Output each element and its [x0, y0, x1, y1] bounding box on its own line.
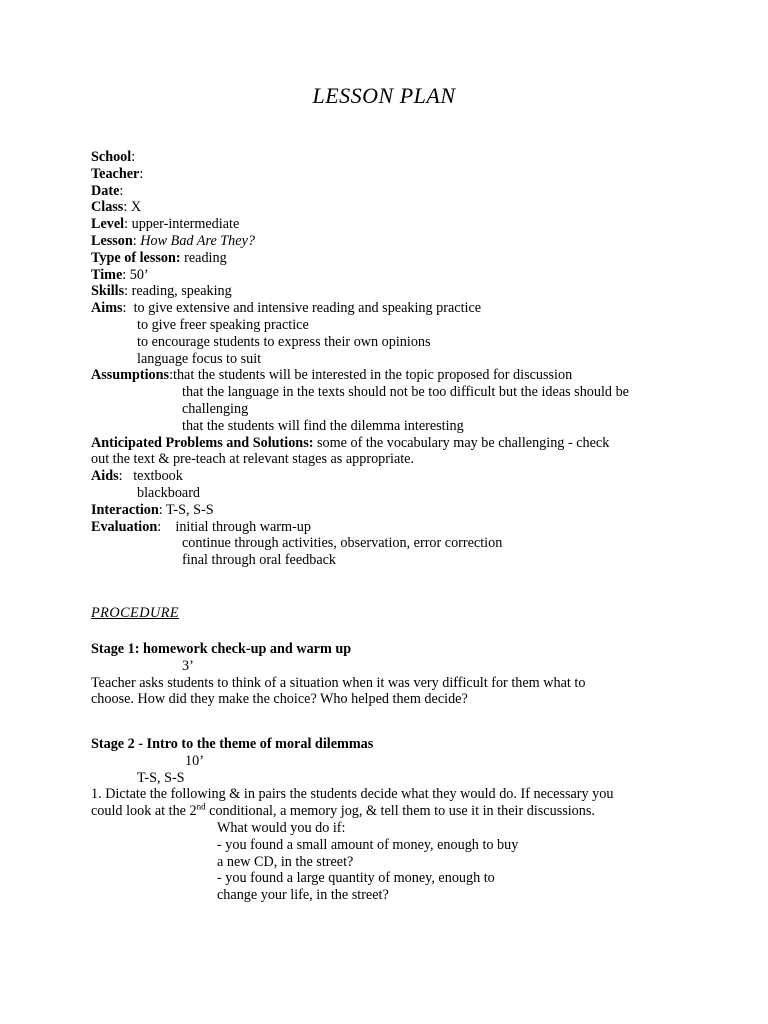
- evaluation-label: Evaluation: [91, 518, 158, 535]
- problems-value-cont: out the text & pre-teach at relevant stages as appropriate.: [91, 451, 415, 468]
- lesson-value: How Bad Are They?: [140, 232, 255, 249]
- teacher-label: Teacher: [91, 165, 140, 182]
- interaction-row: Interaction: T-S, S-S: [91, 501, 214, 518]
- stage-2-text: could look at the 2nd conditional, a memory jog, & tell them to use it in their discussions.: [91, 801, 595, 820]
- assumption-item: challenging: [182, 400, 249, 417]
- evaluation-row: Evaluation: initial through warm-up: [91, 518, 311, 535]
- lesson-label: Lesson: [91, 232, 133, 249]
- page-title: LESSON PLAN: [312, 83, 456, 108]
- stage-2-time: 10’: [185, 752, 204, 769]
- aim-item: to give freer speaking practice: [137, 316, 309, 333]
- interaction-value: T-S, S-S: [166, 501, 214, 518]
- evaluation-item: initial through warm-up: [175, 518, 311, 535]
- stage-1-text: Teacher asks students to think of a situation when it was very difficult for them what to: [91, 674, 586, 691]
- stage-1: [91, 641, 691, 708]
- question-item: - you found a small amount of money, enough to buy: [217, 836, 519, 853]
- problems-value: some of the vocabulary may be challenging - check: [316, 434, 610, 451]
- question-item: change your life, in the street?: [217, 887, 389, 904]
- procedure-heading: PROCEDURE: [91, 605, 180, 621]
- time-row: Time: 50’: [91, 266, 149, 283]
- teacher-row: Teacher:: [91, 165, 144, 182]
- stage-1-text: choose. How did they make the choice? Who helped them decide?: [91, 691, 468, 708]
- class-row: Class: X: [91, 199, 142, 216]
- time-label: Time: [91, 266, 123, 283]
- evaluation-item: continue through activities, observation, error correction: [182, 535, 503, 552]
- lesson-details: [91, 149, 691, 569]
- stage-2: [91, 736, 691, 904]
- aids-label: Aids: [91, 468, 119, 485]
- skills-row: Skills: reading, speaking: [91, 283, 232, 300]
- type-value: reading: [184, 249, 227, 266]
- assumption-item: that the students will find the dilemma interesting: [182, 417, 464, 434]
- level-value: upper-intermediate: [131, 216, 240, 233]
- class-label: Class: [91, 199, 124, 216]
- level-label: Level: [91, 216, 125, 233]
- class-value: X: [130, 199, 142, 216]
- problems-row: [91, 435, 691, 452]
- aids-row: Aids: textbook: [91, 468, 183, 485]
- aim-item: to encourage students to express their own opinions: [137, 333, 431, 350]
- stage-1-title: Stage 1: homework check-up and warm up: [91, 641, 352, 657]
- type-row: [91, 250, 691, 267]
- aid-item: textbook: [133, 468, 183, 485]
- question-item: What would you do if:: [217, 819, 346, 836]
- level-row: Level: upper-intermediate: [91, 216, 240, 233]
- assumption-item: that the students will be interested in the topic proposed for discussion: [173, 367, 573, 384]
- aim-item: to give extensive and intensive reading and speaking practice: [133, 300, 482, 317]
- school-row: School:: [91, 149, 136, 165]
- type-label: Type of lesson:: [91, 249, 181, 266]
- stage-2-interaction: T-S, S-S: [137, 769, 185, 786]
- assumptions-label: Assumptions: [91, 367, 170, 384]
- lesson-row: Lesson: How Bad Are They?: [91, 232, 255, 249]
- aid-item: blackboard: [137, 484, 201, 501]
- aim-item: language focus to suit: [137, 350, 262, 367]
- aims-label: Aims: [91, 300, 123, 317]
- stage-2-text: 1. Dictate the following & in pairs the students decide what they would do. If necessary you: [91, 786, 614, 803]
- evaluation-item: final through oral feedback: [182, 552, 337, 569]
- aims-row: Aims: to give extensive and intensive reading and speaking practice: [91, 300, 482, 317]
- date-row: Date:: [91, 182, 124, 199]
- skills-label: Skills: [91, 283, 125, 300]
- problems-label: Anticipated Problems and Solutions:: [91, 434, 314, 451]
- procedure-heading-block: [91, 605, 691, 622]
- question-item: - you found a large quantity of money, enough to: [217, 870, 495, 887]
- school-label: School: [91, 149, 132, 165]
- assumptions-row: Assumptions:that the students will be interested in the topic proposed for discussion: [91, 367, 573, 384]
- assumption-item: that the language in the texts should not be too difficult but the ideas should be: [182, 384, 629, 401]
- time-value: 50’: [129, 266, 149, 283]
- skills-value: reading, speaking: [131, 283, 232, 300]
- date-label: Date: [91, 182, 120, 199]
- interaction-label: Interaction: [91, 501, 159, 518]
- stage-2-title: Stage 2 - Intro to the theme of moral dilemmas: [91, 736, 374, 752]
- question-item: a new CD, in the street?: [217, 853, 354, 870]
- stage-1-time: 3’: [182, 657, 194, 674]
